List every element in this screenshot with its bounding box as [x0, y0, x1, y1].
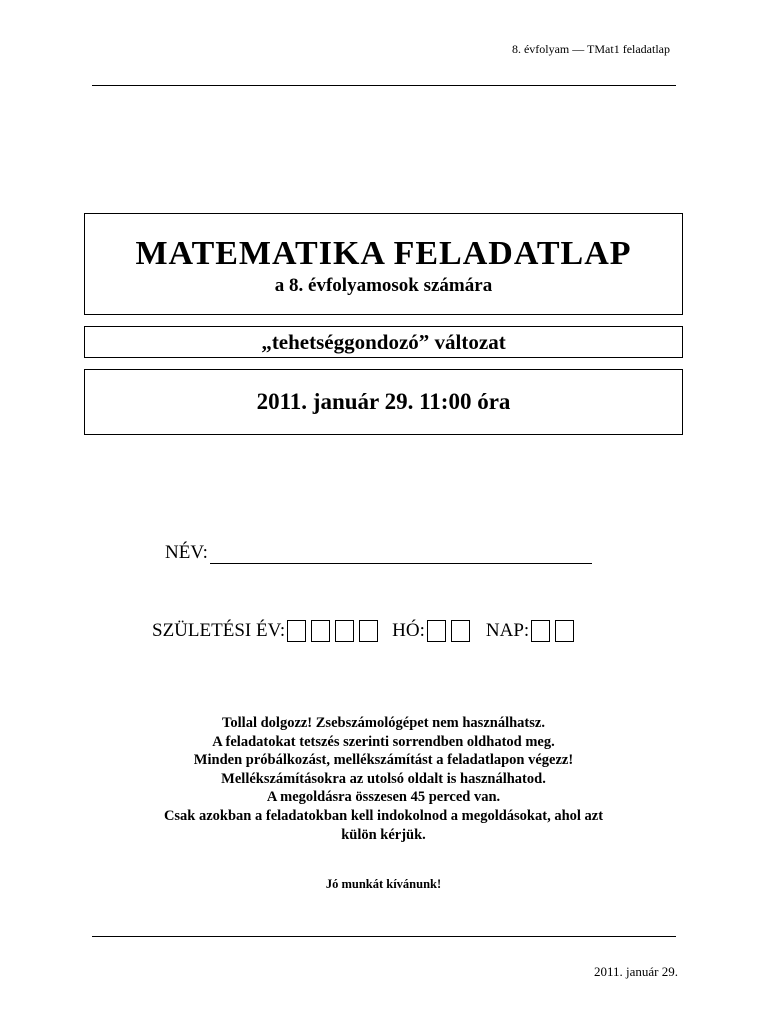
- birth-date-row: [152, 620, 574, 642]
- month-digit-box[interactable]: [427, 620, 446, 642]
- page-header: 8. évfolyam — TMat1 feladatlap: [511, 42, 670, 56]
- instructions-block: [84, 714, 683, 844]
- instruction-line: külön kérjük.: [341, 826, 426, 843]
- name-field[interactable]: [210, 543, 592, 564]
- birth-year-digit-box[interactable]: [287, 620, 306, 642]
- instruction-line: A feladatokat tetszés szerinti sorrendben oldhatod meg.: [212, 733, 555, 750]
- exam-date: 2011. január 29. 11:00 óra: [256, 389, 511, 414]
- page-subtitle: a 8. évfolyamosok számára: [274, 275, 493, 296]
- instruction-line: Csak azokban a feladatokban kell indokolnod a megoldásokat, ahol azt: [163, 807, 604, 824]
- footer-divider: [92, 936, 676, 937]
- day-label: NAP:: [485, 620, 530, 641]
- closing-message: Jó munkát kívánunk!: [325, 877, 442, 891]
- instruction-line: Tollal dolgozz! Zsebszámológépet nem használhatsz.: [222, 715, 545, 731]
- day-digit-box[interactable]: [531, 620, 550, 642]
- instruction-line: Mellékszámításokra az utolsó oldalt is használhatod.: [221, 770, 546, 787]
- name-row: [165, 542, 592, 564]
- variant-box: [84, 326, 683, 358]
- day-digit-box[interactable]: [555, 620, 574, 642]
- instruction-line: A megoldásra összesen 45 perced van.: [266, 789, 501, 806]
- month-digit-box[interactable]: [451, 620, 470, 642]
- birth-year-digit-box[interactable]: [335, 620, 354, 642]
- date-box: [84, 369, 683, 435]
- instruction-line: Minden próbálkozást, mellékszámítást a feladatlapon végezz!: [193, 752, 574, 769]
- variant-label: „tehetséggondozó” változat: [261, 330, 506, 354]
- page-title: MATEMATIKA FELADATLAP: [135, 235, 632, 272]
- birth-year-label: SZÜLETÉSI ÉV:: [152, 620, 286, 641]
- birth-year-digit-box[interactable]: [311, 620, 330, 642]
- month-label: HÓ:: [392, 620, 425, 641]
- name-label: NÉV:: [165, 542, 208, 563]
- page-footer: 2011. január 29.: [594, 964, 678, 979]
- title-box: [84, 213, 683, 315]
- header-divider: [92, 85, 676, 86]
- birth-year-digit-box[interactable]: [359, 620, 378, 642]
